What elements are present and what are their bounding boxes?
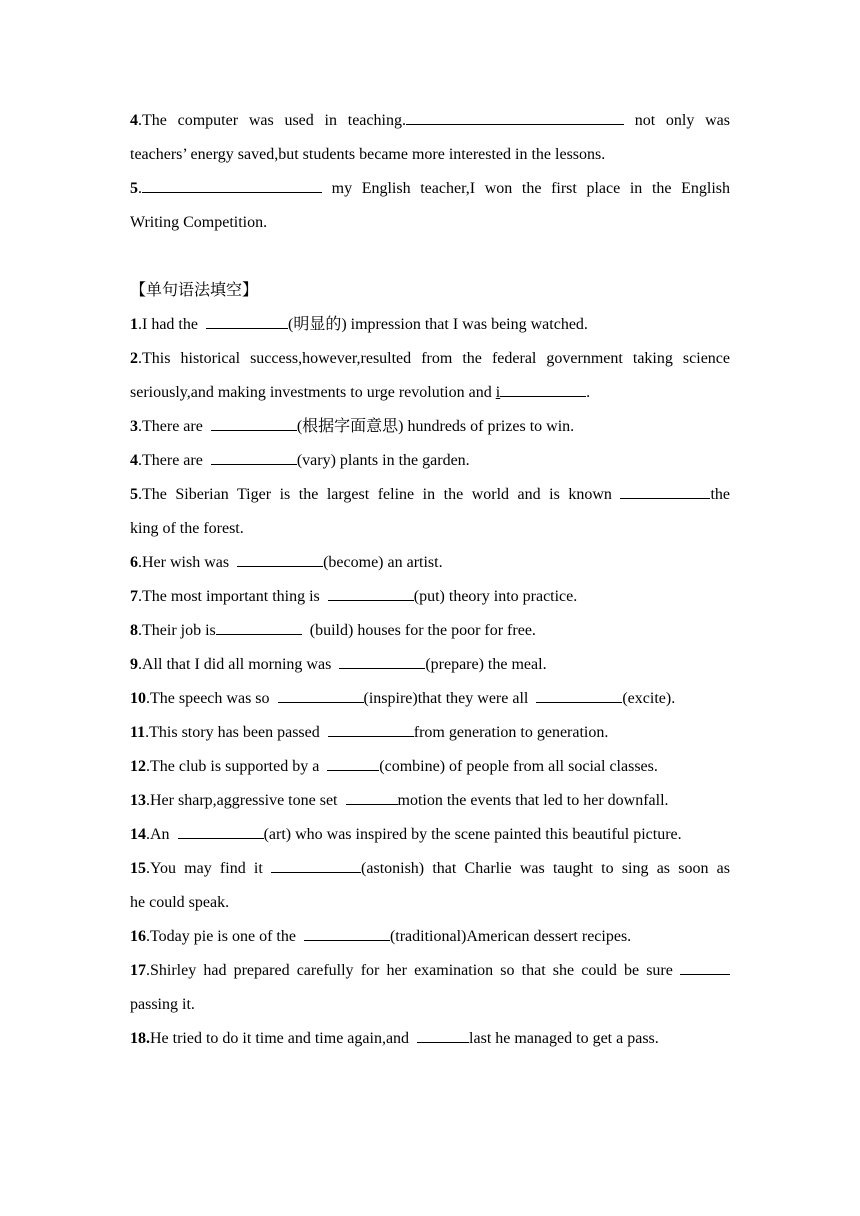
answer-blank[interactable] <box>271 854 361 873</box>
question-16 <box>130 920 730 954</box>
item-number: 10 <box>130 690 146 707</box>
item-number: 5 <box>130 486 138 503</box>
item-text: .I had the <box>138 316 198 333</box>
item-text: .The club is supported by a <box>146 758 320 775</box>
item-text: (prepare) the meal. <box>425 656 547 673</box>
item-text: .Their job is <box>138 622 216 639</box>
item-number: 13 <box>130 792 146 809</box>
item-number: 16 <box>130 928 146 945</box>
item-text: (inspire)that they were all <box>363 690 529 707</box>
answer-blank[interactable] <box>304 922 390 941</box>
answer-blank[interactable] <box>206 310 288 329</box>
answer-blank[interactable] <box>536 684 622 703</box>
question-15-line2: he could speak. <box>130 894 230 911</box>
answer-blank[interactable] <box>178 820 264 839</box>
section-title: 【单句语法填空】 <box>130 282 259 299</box>
question-14 <box>130 818 730 852</box>
item-text: (明显的) impression that I was being watched. <box>287 316 588 333</box>
question-10 <box>130 682 730 716</box>
item-number: 18. <box>130 1030 150 1047</box>
item-text: (put) theory into practice. <box>413 588 578 605</box>
answer-blank[interactable] <box>211 446 297 465</box>
prior-item-4-line2: teachers’ energy saved,but students became more interested in the lessons. <box>130 146 606 163</box>
item-number: 11 <box>130 724 146 741</box>
item-text: (astonish) that Charlie was taught to sing as soon as <box>361 860 731 877</box>
question-2-line2 <box>130 376 730 410</box>
item-text: .There are <box>138 452 203 469</box>
item-number: 8 <box>130 622 138 639</box>
answer-blank[interactable] <box>328 582 414 601</box>
question-1 <box>130 308 730 342</box>
item-text: the <box>710 486 731 503</box>
question-17-line1 <box>130 954 730 988</box>
question-3 <box>130 410 730 444</box>
item-number: 4 <box>130 452 138 469</box>
item-text: not only was <box>634 112 730 129</box>
question-7 <box>130 580 730 614</box>
item-text: (build) houses for the poor for free. <box>309 622 536 639</box>
item-text: .Shirley had prepared carefully for her examination so that she could be sure <box>146 962 673 979</box>
question-5-line2: king of the forest. <box>130 520 244 537</box>
hint-letter: i <box>495 384 501 401</box>
item-text: .Her wish was <box>138 554 230 571</box>
item-text: .The computer was used in teaching. <box>138 112 406 129</box>
item-number: 12 <box>130 758 146 775</box>
item-number: 2 <box>130 350 138 367</box>
answer-blank[interactable] <box>339 650 425 669</box>
answer-blank[interactable] <box>406 106 624 125</box>
question-9 <box>130 648 730 682</box>
answer-blank[interactable] <box>142 174 322 193</box>
item-text: (traditional)American dessert recipes. <box>389 928 632 945</box>
item-text: He tried to do it time and time again,and <box>150 1030 410 1047</box>
question-11 <box>130 716 730 750</box>
item-text: (become) an artist. <box>323 554 443 571</box>
item-number: 3 <box>130 418 138 435</box>
question-5-line1 <box>130 478 730 512</box>
item-text: . <box>138 180 142 197</box>
question-13 <box>130 784 730 818</box>
item-text: .All that I did all morning was <box>138 656 332 673</box>
item-text: .Today pie is one of the <box>146 928 296 945</box>
item-number: 9 <box>130 656 138 673</box>
item-text: last he managed to get a pass. <box>469 1030 659 1047</box>
item-number: 15 <box>130 860 146 877</box>
item-number: 14 <box>130 826 146 843</box>
answer-blank[interactable] <box>278 684 364 703</box>
question-4 <box>130 444 730 478</box>
item-number: 1 <box>130 316 138 333</box>
answer-blank[interactable] <box>327 752 379 771</box>
item-number: 17 <box>130 962 146 979</box>
item-text: seriously,and making investments to urge revolution and <box>130 384 496 401</box>
item-number: 6 <box>130 554 138 571</box>
answer-blank[interactable] <box>216 616 302 635</box>
prior-item-5-line1 <box>130 172 730 206</box>
prior-item-4-line1 <box>130 104 730 138</box>
question-18 <box>130 1022 730 1056</box>
item-text: .You may find it <box>146 860 263 877</box>
item-text: (根据字面意思) hundreds of prizes to win. <box>296 418 575 435</box>
question-8 <box>130 614 730 648</box>
question-15-line1 <box>130 852 730 886</box>
item-number: 5 <box>130 180 138 197</box>
answer-blank[interactable] <box>211 412 297 431</box>
item-text: .Her sharp,aggressive tone set <box>146 792 338 809</box>
document-page <box>130 104 730 1056</box>
item-text: .There are <box>138 418 203 435</box>
prior-item-5-line2: Writing Competition. <box>130 214 268 231</box>
answer-blank[interactable] <box>346 786 398 805</box>
item-text: (vary) plants in the garden. <box>296 452 470 469</box>
item-text: .An <box>146 826 170 843</box>
item-text: from generation to generation. <box>413 724 609 741</box>
answer-blank[interactable] <box>237 548 323 567</box>
item-text: motion the events that led to her downfall. <box>397 792 669 809</box>
item-text: .This historical success,however,resulted from the federal government taking science <box>138 350 730 367</box>
answer-blank[interactable] <box>680 956 730 975</box>
item-text: (art) who was inspired by the scene painted this beautiful picture. <box>263 826 682 843</box>
item-text: .The most important thing is <box>138 588 320 605</box>
item-number: 4 <box>130 112 138 129</box>
item-text: . <box>586 384 591 401</box>
answer-blank[interactable] <box>417 1024 469 1043</box>
question-12 <box>130 750 730 784</box>
answer-blank[interactable] <box>328 718 414 737</box>
item-number: 7 <box>130 588 138 605</box>
question-17-line2: passing it. <box>130 996 195 1013</box>
item-text: (combine) of people from all social classes. <box>379 758 658 775</box>
answer-blank[interactable] <box>620 480 710 499</box>
item-text: .The Siberian Tiger is the largest feline in the world and is known <box>138 486 612 503</box>
item-text: .The speech was so <box>146 690 270 707</box>
item-text: (excite). <box>622 690 676 707</box>
answer-blank[interactable] <box>500 378 586 397</box>
question-6 <box>130 546 730 580</box>
question-2-line1 <box>130 342 730 376</box>
item-text: my English teacher,I won the first place in the English <box>331 180 731 197</box>
item-text: .This story has been passed <box>145 724 320 741</box>
